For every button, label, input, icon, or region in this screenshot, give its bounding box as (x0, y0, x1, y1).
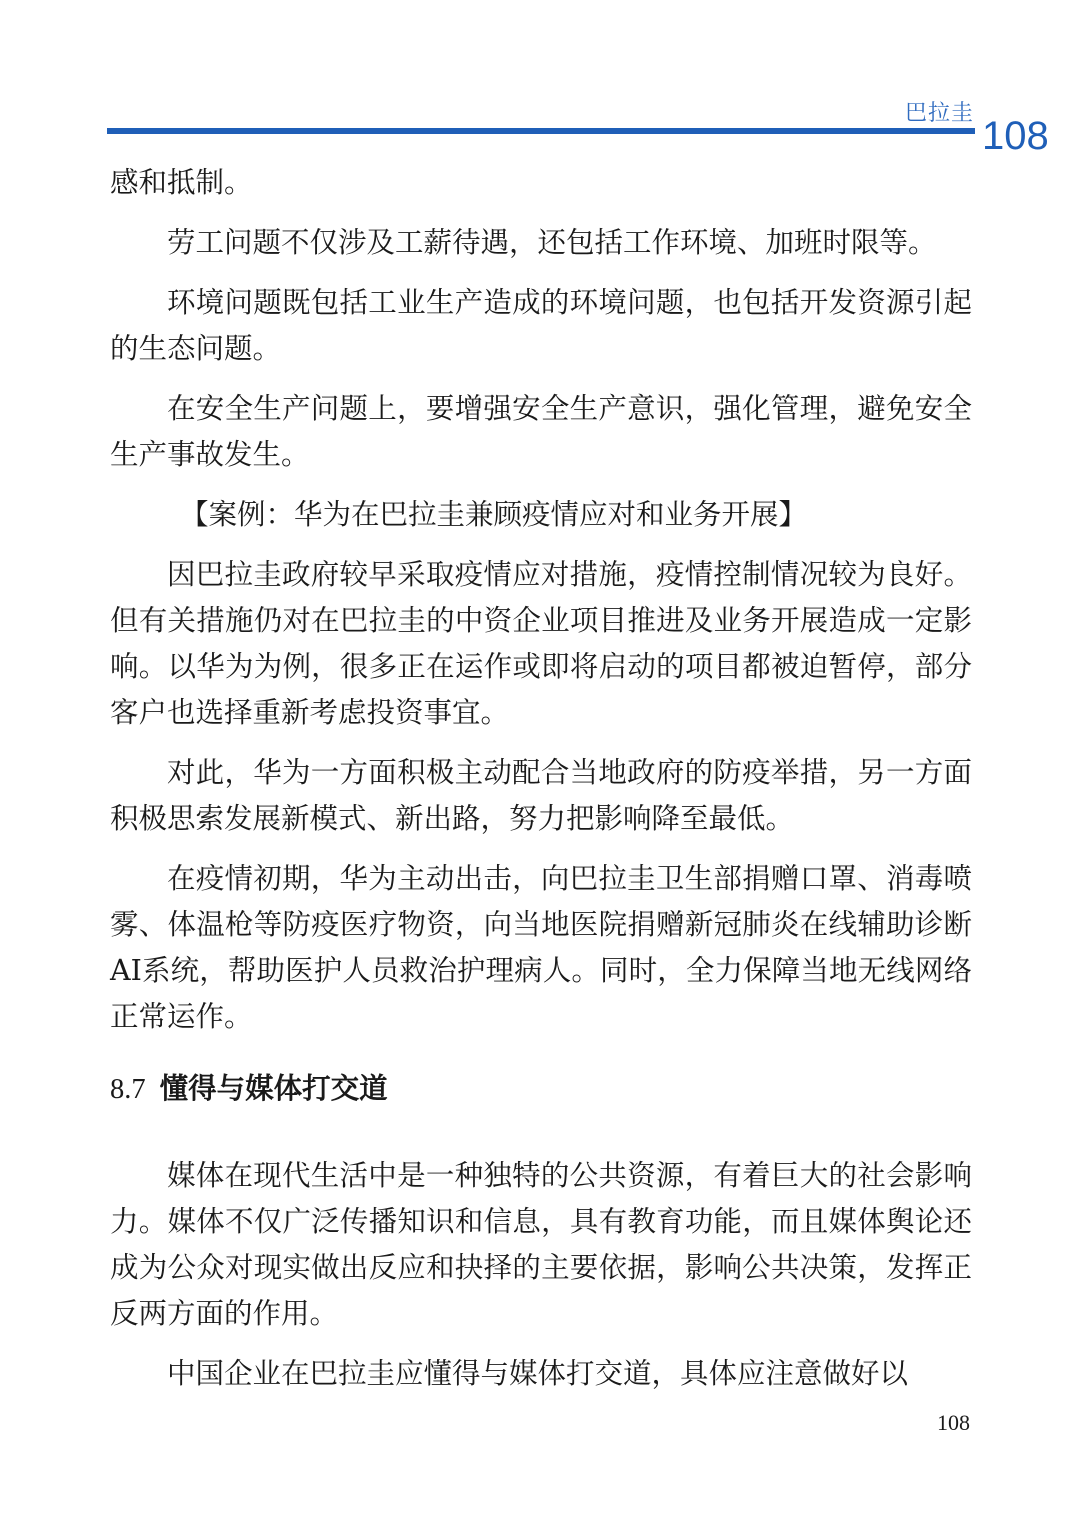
header-rule (107, 128, 975, 134)
footer-page-number: 108 (937, 1410, 970, 1435)
paragraph-case-actions: 在疫情初期，华为主动出击，向巴拉圭卫生部捐赠口罩、消毒喷雾、体温枪等防疫医疗物资，向当地医院捐赠新冠肺炎在线辅助诊断AI系统，帮助医护人员救治护理病人。同时，全力保障当地无线网络正常运作。 (110, 862, 972, 1033)
paragraph-media-intro: 媒体在现代生活中是一种独特的公共资源，有着巨大的社会影响力。媒体不仅广泛传播知识和信息，具有教育功能，而且媒体舆论还成为公众对现实做出反应和抉择的主要依据，影响公共决策，发挥正反两方面的作用。 (110, 1159, 972, 1330)
running-head-title: 巴拉圭 (905, 101, 975, 126)
section-heading (110, 1066, 972, 1113)
page-body (110, 160, 972, 1411)
case-title: 【案例：华为在巴拉圭兼顾疫情应对和业务开展】 (180, 498, 808, 531)
header-page-number: 108 (982, 114, 1049, 158)
section-title: 懂得与媒体打交道 (159, 1072, 388, 1105)
paragraph-case-background: 因巴拉圭政府较早采取疫情应对措施，疫情控制情况较为良好。但有关措施仍对在巴拉圭的中资企业项目推进及业务开展造成一定影响。以华为为例，很多正在运作或即将启动的项目都被迫暂停，部分客户也选择重新考虑投资事宜。 (110, 558, 972, 729)
paragraph-environment: 环境问题既包括工业生产造成的环境问题，也包括开发资源引起的生态问题。 (110, 286, 972, 365)
paragraph-labor: 劳工问题不仅涉及工薪待遇，还包括工作环境、加班时限等。 (167, 226, 937, 259)
paragraph-case-response: 对此，华为一方面积极主动配合当地政府的防疫举措，另一方面积极思索发展新模式、新出路，努力把影响降至最低。 (110, 756, 972, 835)
paragraph-safety: 在安全生产问题上，要增强安全生产意识，强化管理，避免安全生产事故发生。 (110, 392, 972, 471)
paragraph-media-advice: 中国企业在巴拉圭应懂得与媒体打交道，具体应注意做好以 (167, 1357, 909, 1390)
section-number: 8.7 (110, 1074, 146, 1105)
paragraph-continuation: 感和抵制。 (110, 166, 253, 199)
